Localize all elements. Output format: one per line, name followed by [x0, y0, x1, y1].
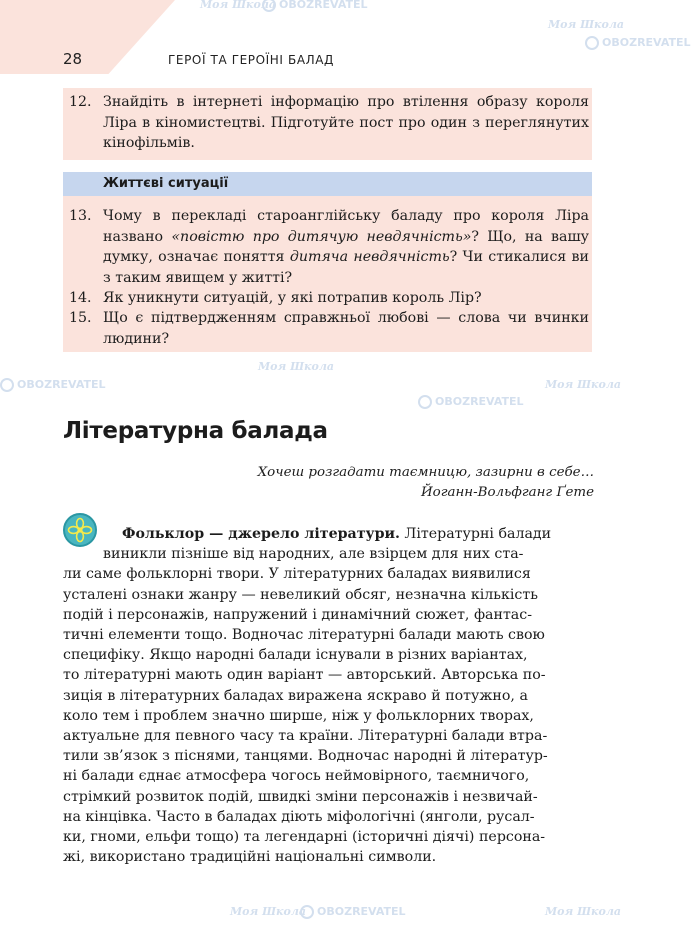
question-item [69, 288, 589, 309]
watermark-brand: OBOZREVATEL [0, 378, 106, 392]
watermark-logo-icon [0, 378, 14, 392]
question-number: 15. [69, 310, 92, 326]
question-text: Як уникнути ситуацій, у які потрапив король Лір? [103, 290, 482, 306]
watermark-school: Моя Школа [548, 18, 625, 31]
body-line: то літературні мають один варіант — авторський. Авторська по- [63, 667, 546, 684]
task-item [69, 92, 589, 154]
body-line: специфіку. Якщо народні балади існували в різних варіантах, [63, 647, 528, 664]
question-item [69, 206, 589, 288]
watermark-school: Моя Школа [545, 905, 622, 918]
watermark-logo-icon [585, 36, 599, 50]
watermark-brand: OBOZREVATEL [585, 36, 691, 50]
watermark-brand: OBOZREVATEL [300, 905, 406, 919]
body-line: виникли пізніше від народних, але взірцем для них ста- [103, 546, 524, 563]
question-text: Чому в перекладі староанглійську баладу про короля Ліра названо «повістю про дитячую невдячність»? Що, на вашу думку, означає поняття дитяча невдячність? Чи стикалися ви з таким явищем у житті? [103, 208, 589, 286]
body-line: тичні елементи тощо. Водночас літературні балади мають свою [63, 627, 545, 644]
watermark-school: Моя Школа [545, 378, 622, 391]
question-item [69, 308, 589, 349]
task-number: 12. [69, 94, 92, 110]
body-line: Фольклор — джерело літератури. Літературні балади [122, 526, 552, 542]
running-title: ГЕРОЇ ТА ГЕРОЇНІ БАЛАД [168, 53, 335, 67]
watermark-brand: OBOZREVATEL [418, 395, 524, 409]
body-line: зиція в літературних баладах виражена яскраво й потужно, а [63, 687, 528, 704]
task-text: Знайдіть в інтернеті інформацію про втілення образу короля Ліра в кіномистецтві. Підготуйте пост про один з переглянутих кінофільмів. [103, 94, 589, 151]
body-line: подій і персонажів, напружений і динамічний сюжет, фантас- [63, 606, 533, 623]
corner-decoration [0, 0, 175, 74]
watermark-school: Моя Школа [200, 0, 277, 11]
section-body [63, 524, 594, 867]
body-line: ні балади єднає атмосфера чогось неймовірного, таємничого, [63, 768, 530, 785]
body-line: тили зв’язок з піснями, танцями. Водночас народні й літератур- [63, 748, 548, 765]
watermark-logo-icon [300, 905, 314, 919]
lead-phrase: Фольклор — джерело літератури. [122, 526, 400, 542]
page-number: 28 [63, 50, 83, 68]
question-number: 14. [69, 290, 92, 306]
subheading: Життєві ситуації [103, 176, 229, 191]
body-line: жі, використано традиційні національні символи. [63, 849, 437, 866]
body-line: стрімкий розвиток подій, швидкі зміни персонажів і незвичай- [63, 788, 538, 805]
body-line: на кінцівка. Часто в баладах діють міфологічні (янголи, русал- [63, 808, 535, 825]
watermark-brand: OBOZREVATEL [262, 0, 368, 12]
body-line: актуальне для певного часу та країни. Літературні балади втра- [63, 728, 548, 745]
question-number: 13. [69, 208, 92, 224]
watermark-school: Моя Школа [230, 905, 307, 918]
section-title: Літературна балада [63, 418, 328, 444]
body-line: усталені ознаки жанру — невеликий обсяг, незначна кількість [63, 586, 538, 603]
watermark-logo-icon [262, 0, 276, 12]
body-line: коло тем і проблем значно ширше, ніж у фольклорних творах, [63, 707, 534, 724]
watermark-logo-icon [418, 395, 432, 409]
watermark-school: Моя Школа [258, 360, 335, 373]
epigraph-author: Йоганн-Вольфганг Ґете [421, 485, 594, 500]
epigraph-quote: Хочеш розгадати таємницю, зазирни в себе… [257, 465, 594, 480]
question-text: Що є підтвердженням справжньої любові — слова чи вчинки людини? [103, 310, 589, 347]
body-line: ли саме фольклорні твори. У літературних баладах виявилися [63, 566, 531, 583]
body-line: ки, гноми, ельфи тощо) та легендарні (історичні діячі) персона- [63, 829, 546, 846]
